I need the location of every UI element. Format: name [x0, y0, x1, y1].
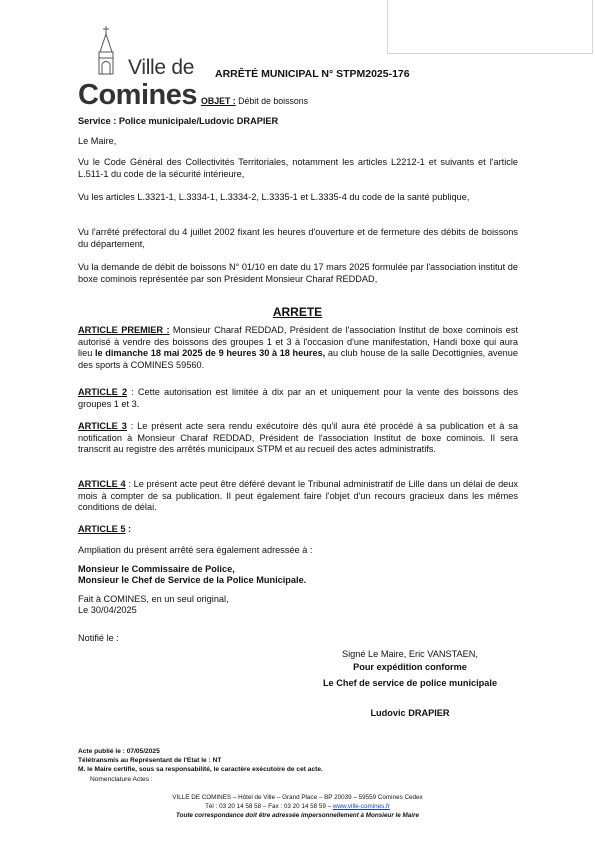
signature-line-2: Pour expédition conforme — [353, 662, 467, 672]
stamp-box — [387, 0, 593, 54]
notifie-line: Notifié le : — [78, 633, 119, 643]
article-1-date: le dimanche 18 mai 2025 de 9 heures 30 à 18 heures, — [94, 348, 326, 359]
signature-line-3: Le Chef de service de police municipale — [322, 678, 498, 688]
article-2-text: : Cette autorisation est limitée à dix par an et uniquement pour la vente des boissons des groupes 1 et 3. — [78, 387, 519, 409]
article-3 — [78, 421, 518, 456]
footer-note: Toute correspondance doit être adressée impersonnellement à Monsieur le Maire — [176, 812, 419, 819]
article-4 — [78, 479, 518, 514]
greeting: Le Maire, — [78, 136, 117, 146]
vu-paragraph-4: Vu la demande de débit de boissons N° 01/10 en date du 17 mars 2025 formulée par l'association institut de boxe cominois représentée par son Président Monsieur Charaf REDDAD, — [78, 262, 518, 284]
article-5-text: : — [125, 524, 132, 534]
logo-text-comines: Comines — [78, 79, 197, 111]
footer-contact — [0, 802, 595, 811]
footer-publie: Acte publié le : 07/05/2025 — [78, 748, 160, 755]
article-2 — [78, 387, 518, 410]
article-5 — [78, 524, 518, 536]
logo-text-ville: Ville de — [128, 56, 195, 79]
date-line: Le 30/04/2025 — [78, 605, 137, 615]
article-4-label: ARTICLE 4 — [78, 479, 126, 489]
article-3-label: ARTICLE 3 — [78, 421, 127, 431]
service-line: Service : Police municipale/Ludovic DRAPIER — [78, 116, 279, 126]
article-2-label: ARTICLE 2 — [78, 387, 128, 397]
article-1-label: ARTICLE PREMIER : — [78, 325, 170, 335]
article-4-text: : Le présent acte peut être déféré devant le Tribunal administratif de Lille dans un délai de deux mois à compter de sa publication. Il peut également faire l'objet d'un recours gracieux dans les mêmes conditions de délai. — [78, 479, 518, 513]
article-5-label: ARTICLE 5 — [78, 524, 126, 534]
recipient-2: Monsieur le Chef de Service de la Police Municipale. — [78, 575, 307, 585]
objet-label: OBJET : — [201, 96, 236, 106]
footer-tel: Tél : 03 20 14 58 58 – Fax : 03 20 14 58 59 – — [205, 803, 333, 810]
objet-text: Débit de boissons — [235, 96, 309, 106]
footer-teletransmis: Télétransmis au Représentant de l'Etat le : NT — [78, 757, 222, 764]
vu-paragraph-3: Vu l'arrêté préfectoral du 4 juillet 2002 fixant les heures d'ouverture et de fermeture des débits de boissons du département, — [78, 227, 518, 249]
vu-paragraph-1: Vu le Code Général des Collectivités Territoriales, notamment les articles L2212-1 et suivants et l'article L.511-1 du code de la sécurité intérieure, — [78, 157, 518, 179]
footer-certifie: M. le Maire certifie, sous sa responsabilité, le caractère exécutoire de cet acte. — [78, 766, 323, 773]
page-title: ARRÊTÉ MUNICIPAL N° STPM2025-176 — [215, 68, 410, 80]
footer-website-link[interactable]: www.ville-comines.fr — [332, 803, 390, 810]
recipient-1: Monsieur le Commissaire de Police, — [78, 564, 235, 574]
ampliation-line: Ampliation du présent arrêté sera également adressée à : — [78, 545, 313, 555]
signatory-name: Ludovic DRAPIER — [370, 708, 450, 718]
vu-paragraph-2: Vu les articles L.3321-1, L.3334-1, L.3334-2, L.3335-1 et L.3335-4 du code de la santé publique, — [78, 192, 470, 202]
fait-line: Fait à COMINES, en un seul original, — [78, 594, 229, 604]
objet-line — [201, 96, 308, 106]
article-1 — [78, 325, 518, 371]
footer-nomenclature: Nomenclature Actes : — [90, 776, 153, 783]
article-3-text: : Le présent acte sera rendu exécutoire dès qu'il aura été procédé à sa publication et à sa notification à Monsieur Charaf REDDAD, Président de l'association Institut de boxe cominois. Il sera transcrit au registre des arrêtés municipaux STPM et au recueil des actes administratifs. — [78, 421, 518, 455]
footer-address: VILLE DE COMINES – Hôtel de Ville – Grand Place – BP 20039 – 59559 Comines Cedex — [172, 794, 423, 801]
article-1-text-end: au club house de la salle Decottignies, avenue des sports à COMINES 59560. — [78, 348, 519, 370]
signature-line-1: Signé Le Maire, Eric VANSTAEN, — [342, 649, 478, 659]
arrete-heading: ARRETE — [272, 305, 323, 319]
article-1-text: Monsieur Charaf REDDAD, Président de l'association Institut de boxe cominois est autorisé à vendre des boissons des groupes 1 et 3 à l'occasion d'une manifestation, Handi boxe qui aura lieu — [78, 325, 519, 359]
